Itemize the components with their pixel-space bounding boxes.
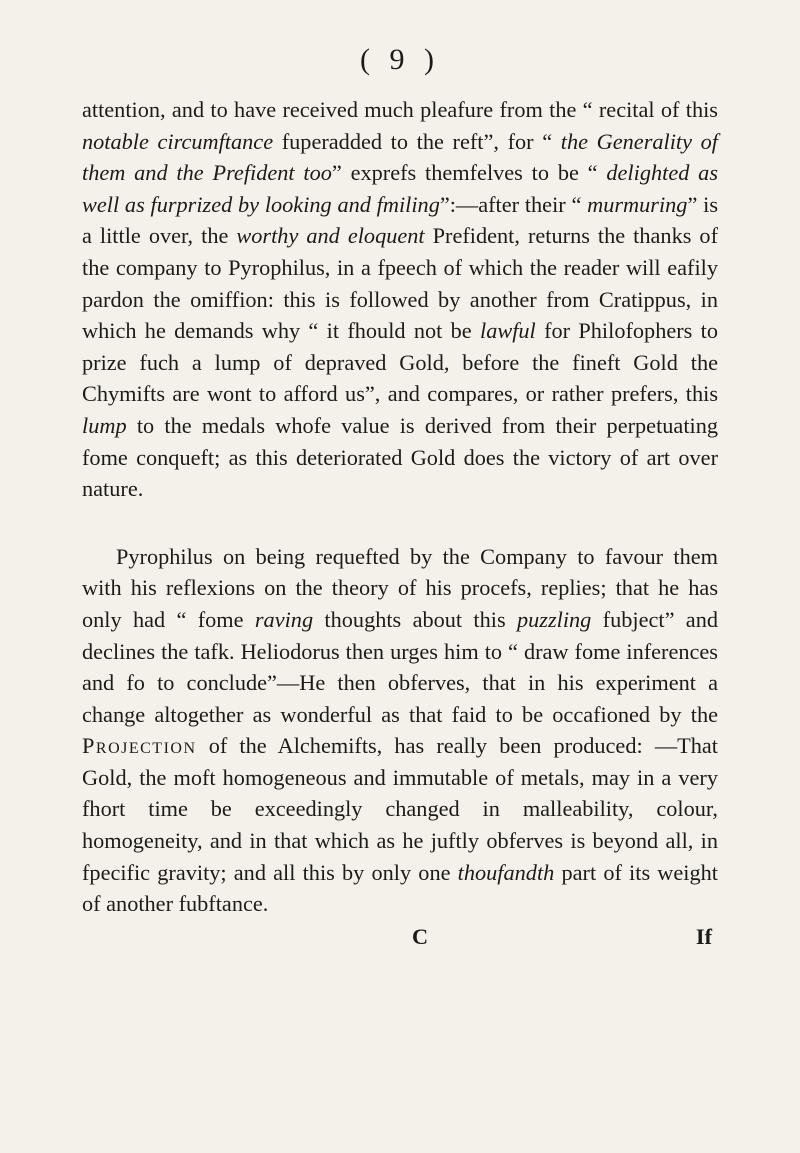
text-run: part of its weight of another fubftance. (82, 859, 718, 917)
italic-text: the Generality of them and the Prefident too (82, 128, 718, 186)
text-run: fubject” and declines the tafk. Heliodorus then urges him to “ draw fome inferences and fo to conclude”—He then obferves, that in his experiment a change altogether as wonderful as that faid to be occafioned by the (82, 606, 718, 727)
italic-text: raving (254, 606, 314, 632)
italic-text: notable circumftance (82, 128, 274, 154)
text-run: Prefident, returns the thanks of the company to Pyrophilus, in a fpeech of which the reader will eafily pardon the omiffion: this is followed by another from Cratippus, in which he demands why “ it fhould not be (82, 223, 718, 344)
text-run: to the medals whofe value is derived from their perpetuating fome conqueft; as this deteriorated Gold does the victory of art over nature. (82, 412, 718, 502)
text-run: ” exprefs themfelves to be “ (331, 160, 607, 186)
italic-text: puzzling (516, 606, 592, 632)
italic-text: lump (82, 412, 127, 438)
italic-text: murmuring (587, 191, 688, 217)
italic-text: worthy and eloquent (236, 223, 425, 249)
small-caps-text: Projection (82, 733, 197, 759)
text-run: ”:—after their “ (439, 191, 588, 217)
paragraph (82, 94, 718, 505)
text-run: ” is a little over, the (82, 191, 718, 249)
paragraph (82, 541, 718, 920)
italic-text: delighted as well as furprized by looking and fmiling (82, 160, 718, 217)
page-footer (82, 922, 718, 952)
text-run: attention, and to have received much pleafure from the “ recital of this (82, 97, 718, 122)
body-text (82, 94, 718, 920)
text-run: fuperadded to the reft”, for “ (273, 128, 561, 154)
text-run: Pyrophilus on being requefted by the Company to favour them with his reflexions on the theory of his procefs, replies; that he has only had “ fome (82, 543, 718, 632)
page-number: ( 9 ) (360, 43, 440, 76)
text-run: for Philofophers to prize fuch a lump of depraved Gold, before the fineft Gold the Chymifts are wont to afford us”, and compares, or rather prefers, this (82, 318, 718, 407)
italic-text: lawful (480, 318, 536, 344)
catchword: If (695, 923, 712, 949)
italic-text: thoufandth (457, 859, 555, 885)
signature-mark: C (412, 923, 429, 949)
text-run: thoughts about this (313, 606, 517, 632)
text-run: of the Alchemifts, has really been produced: —That Gold, the moft homogeneous and immutable of metals, may in a very fhort time be exceedingly changed in malleability, colour, homogeneity, and in that which as he juftly obferves is beyond all, in fpecific gravity; and all this by only one (82, 733, 718, 885)
